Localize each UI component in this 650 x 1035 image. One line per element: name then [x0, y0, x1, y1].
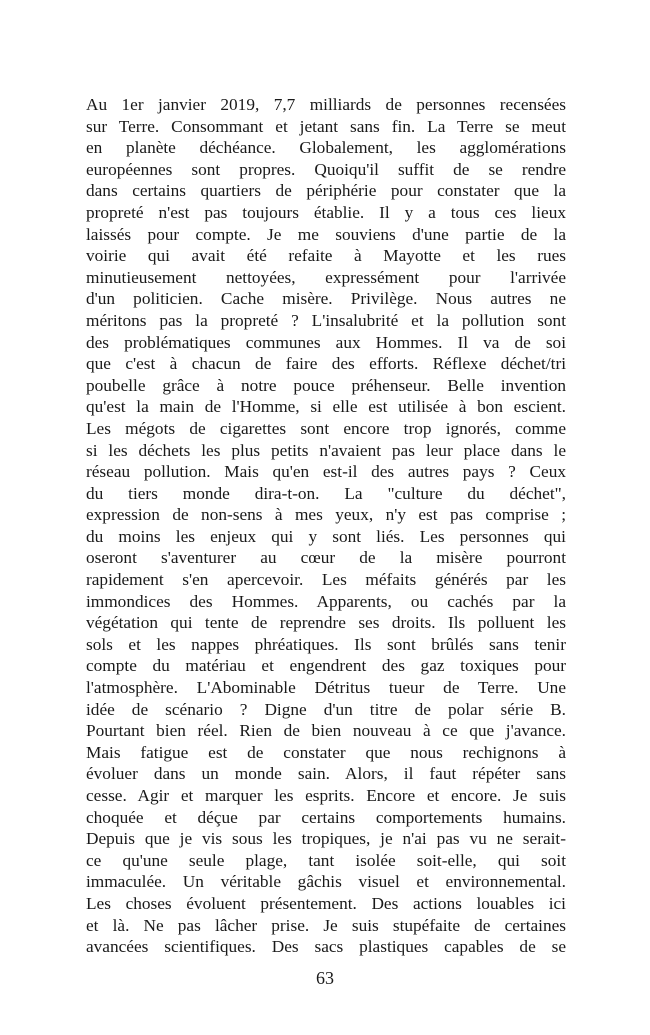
page-number: 63	[316, 968, 334, 988]
text-line: rapidement s'en apercevoir. Les méfaits générés par les	[86, 570, 566, 590]
text-line: idée de scénario ? Digne d'un titre de polar série B.	[86, 699, 566, 719]
text-line: européennes sont propres. Quoiqu'il suffit de se rendre	[86, 159, 566, 179]
text-line: oseront s'aventurer au cœur de la misère pourront	[86, 548, 566, 568]
text-line: dans certains quartiers de périphérie pour constater que la	[86, 181, 566, 201]
text-line: voirie qui avait été refaite à Mayotte et les rues	[86, 246, 566, 266]
text-line: cesse. Agir et marquer les esprits. Encore et encore. Je suis	[86, 786, 566, 805]
text-line: propreté n'est pas toujours établie. Il y a tous ces lieux	[86, 202, 566, 222]
text-line: avancées scientifiques. Des sacs plastiques capables de se	[86, 937, 566, 957]
text-line: compte du matériau et engendrent des gaz toxiques pour	[86, 656, 566, 676]
text-line: ce qu'une seule plage, tant isolée soit-elle, qui soit	[86, 850, 566, 870]
text-line: et là. Ne pas lâcher prise. Je suis stupéfaite de certaines	[86, 915, 566, 935]
text-line: évoluer dans un monde sain. Alors, il faut répéter sans	[86, 764, 566, 784]
text-line: d'un politicien. Cache misère. Privilège. Nous autres ne	[86, 289, 566, 309]
text-line: réseau pollution. Mais qu'en est-il des autres pays ? Ceux	[86, 462, 566, 482]
text-line: Pourtant bien réel. Rien de bien nouveau à ce que j'avance.	[86, 721, 566, 741]
text-line: Depuis que je vis sous les tropiques, je n'ai pas vu ne serait-	[86, 829, 566, 849]
text-line: sur Terre. Consommant et jetant sans fin. La Terre se meut	[86, 116, 566, 136]
text-line: Les mégots de cigarettes sont encore trop ignorés, comme	[86, 418, 566, 438]
body-text	[86, 94, 566, 958]
text-line: végétation qui tente de reprendre ses droits. Ils polluent les	[86, 613, 566, 633]
text-line: des problématiques communes aux Hommes. Il va de soi	[86, 332, 566, 352]
text-line: immaculée. Un véritable gâchis visuel et environnemental.	[86, 872, 566, 892]
text-line: minutieusement nettoyées, expressément pour l'arrivée	[86, 267, 566, 287]
text-line: Les choses évoluent présentement. Des actions louables ici	[86, 893, 566, 913]
text-line: immondices des Hommes. Apparents, ou cachés par la	[86, 591, 566, 611]
text-line: méritons pas la propreté ? L'insalubrité et la pollution sont	[86, 310, 566, 330]
text-line: choquée et déçue par certains comportements humains.	[86, 807, 566, 827]
text-line: en planète déchéance. Globalement, les agglomérations	[86, 138, 566, 158]
text-line: du moins les enjeux qui y sont liés. Les personnes qui	[86, 526, 566, 546]
text-line: l'atmosphère. L'Abominable Détritus tueur de Terre. Une	[86, 678, 566, 698]
text-line: expression de non-sens à mes yeux, n'y est pas comprise ;	[86, 505, 566, 525]
text-line: laissés pour compte. Je me souviens d'une partie de la	[86, 224, 566, 244]
text-line: Mais fatigue est de constater que nous rechignons à	[86, 742, 566, 762]
text-line: Au 1er janvier 2019, 7,7 milliards de personnes recensées	[86, 95, 566, 114]
text-line: sols et les nappes phréatiques. Ils sont brûlés sans tenir	[86, 634, 566, 654]
text-line: si les déchets les plus petits n'avaient pas leur place dans le	[86, 440, 566, 460]
text-line: que c'est à chacun de faire des efforts. Réflexe déchet/tri	[86, 354, 566, 374]
text-line: poubelle grâce à notre pouce préhenseur. Belle invention	[86, 375, 566, 395]
text-line: qu'est la main de l'Homme, si elle est utilisée à bon escient.	[86, 397, 566, 417]
text-line: du tiers monde dira-t-on. La "culture du déchet",	[86, 483, 566, 503]
